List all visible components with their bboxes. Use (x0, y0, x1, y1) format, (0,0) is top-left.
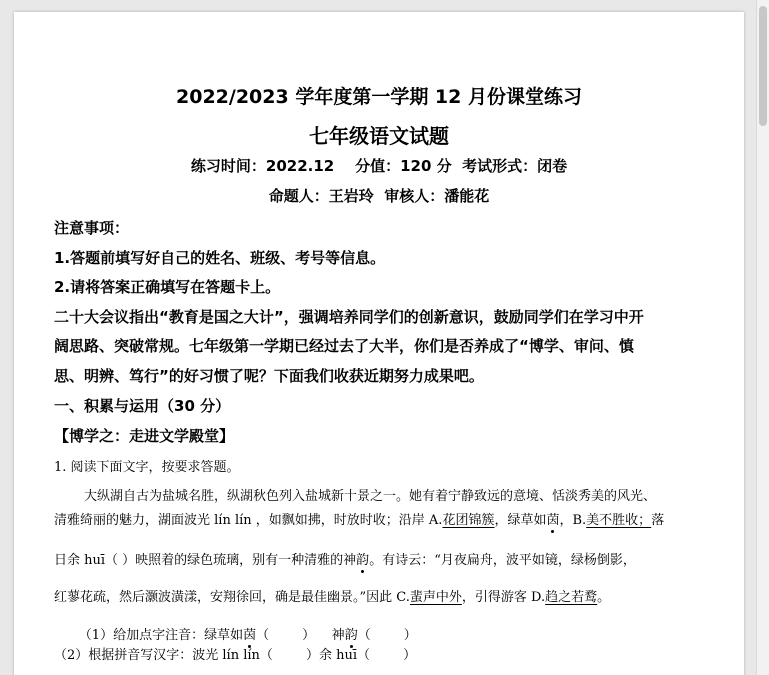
document-page (14, 12, 744, 675)
question-1: 1. 阅读下面文字，按要求答题。 (54, 460, 240, 475)
intro-line-1: 二十大会议指出“教育是国之大计”，强调培养同学们的创新意识，鼓励同学们在学习中开 (54, 308, 644, 326)
question-text: （1）给加点字注音：绿草如 (78, 628, 244, 643)
notice-item-2: 2.请将答案正确填写在答题卡上。 (54, 278, 281, 296)
underlined-phrase-c: 蜚声中外 (409, 590, 462, 605)
underlined-phrase-a: 花团锦簇 (442, 513, 495, 528)
exam-authors: 命题人：王岩玲 审核人：潘能花 (268, 187, 490, 205)
passage-text: 红蓼花疏，然后灏波潢漾，安翔徐回，确是最佳幽景。”因此 C. (54, 590, 410, 605)
passage-text: 。 (597, 590, 611, 605)
section-heading: 一、积累与运用（30 分） (54, 397, 231, 415)
passage-line-2 (54, 509, 664, 528)
notice-item-1: 1.答题前填写好自己的姓名、班级、考号等信息。 (54, 249, 386, 267)
passage-line-4 (54, 586, 610, 605)
vertical-scrollbar[interactable] (756, 0, 769, 675)
exam-subtitle: 七年级语文试题 (309, 124, 449, 148)
passage-text: 落 (651, 513, 665, 528)
passage-text: ，B. (559, 513, 587, 528)
subsection-heading: 【博学之：走进文学殿堂】 (54, 427, 235, 445)
passage-line-3 (54, 549, 636, 568)
sub-question-2: （2）根据拼音写汉字：波光 lín lín（ ）余 huī（ ） (54, 648, 417, 663)
intro-line-2: 阔思路、突破常规。七年级第一学期已经过去了大半，你们是否养成了“博学、审问、慎 (54, 337, 634, 355)
dotted-char: 韵 (344, 628, 358, 643)
exam-info: 练习时间：2022.12 分值：120 分 考试形式：闭卷 (190, 157, 568, 175)
question-text: （ ） (357, 628, 417, 643)
intro-line-3: 思、明辨、笃行”的好习惯了呢？下面我们收获近期努力成果吧。 (54, 367, 484, 385)
dotted-char: 韵 (356, 553, 370, 568)
passage-text: ，引得游客 D. (461, 590, 546, 605)
passage-text: 清雅绮丽的魅力，湖面波光 lín lín ，如飘如拂，时放时收；沿岸 A. (54, 513, 443, 528)
passage-text: 。有诗云：“月夜扁舟，波平如镜，绿杨倒影， (369, 553, 636, 568)
dotted-char: 茵 (546, 513, 560, 528)
scrollbar-thumb[interactable] (759, 6, 767, 126)
passage-text: 日余 huī（ ）映照着的绿色琉璃，别有一种清雅的神 (54, 553, 357, 568)
question-text: （ ） 神 (256, 628, 345, 643)
notice-heading: 注意事项： (54, 219, 130, 237)
underlined-phrase-b: 美不胜收； (586, 513, 652, 528)
passage-line-1: 大纵湖自古为盐城名胜，纵湖秋色列入盐城新十景之一。她有着宁静致远的意境、恬淡秀美的风光、 (84, 489, 657, 504)
exam-title: 2022/2023 学年度第一学期 12 月份课堂练习 (176, 86, 582, 108)
passage-text: ，绿草如 (494, 513, 547, 528)
dotted-char: 茵 (243, 628, 257, 643)
underlined-phrase-d: 趋之若鹜 (545, 590, 598, 605)
